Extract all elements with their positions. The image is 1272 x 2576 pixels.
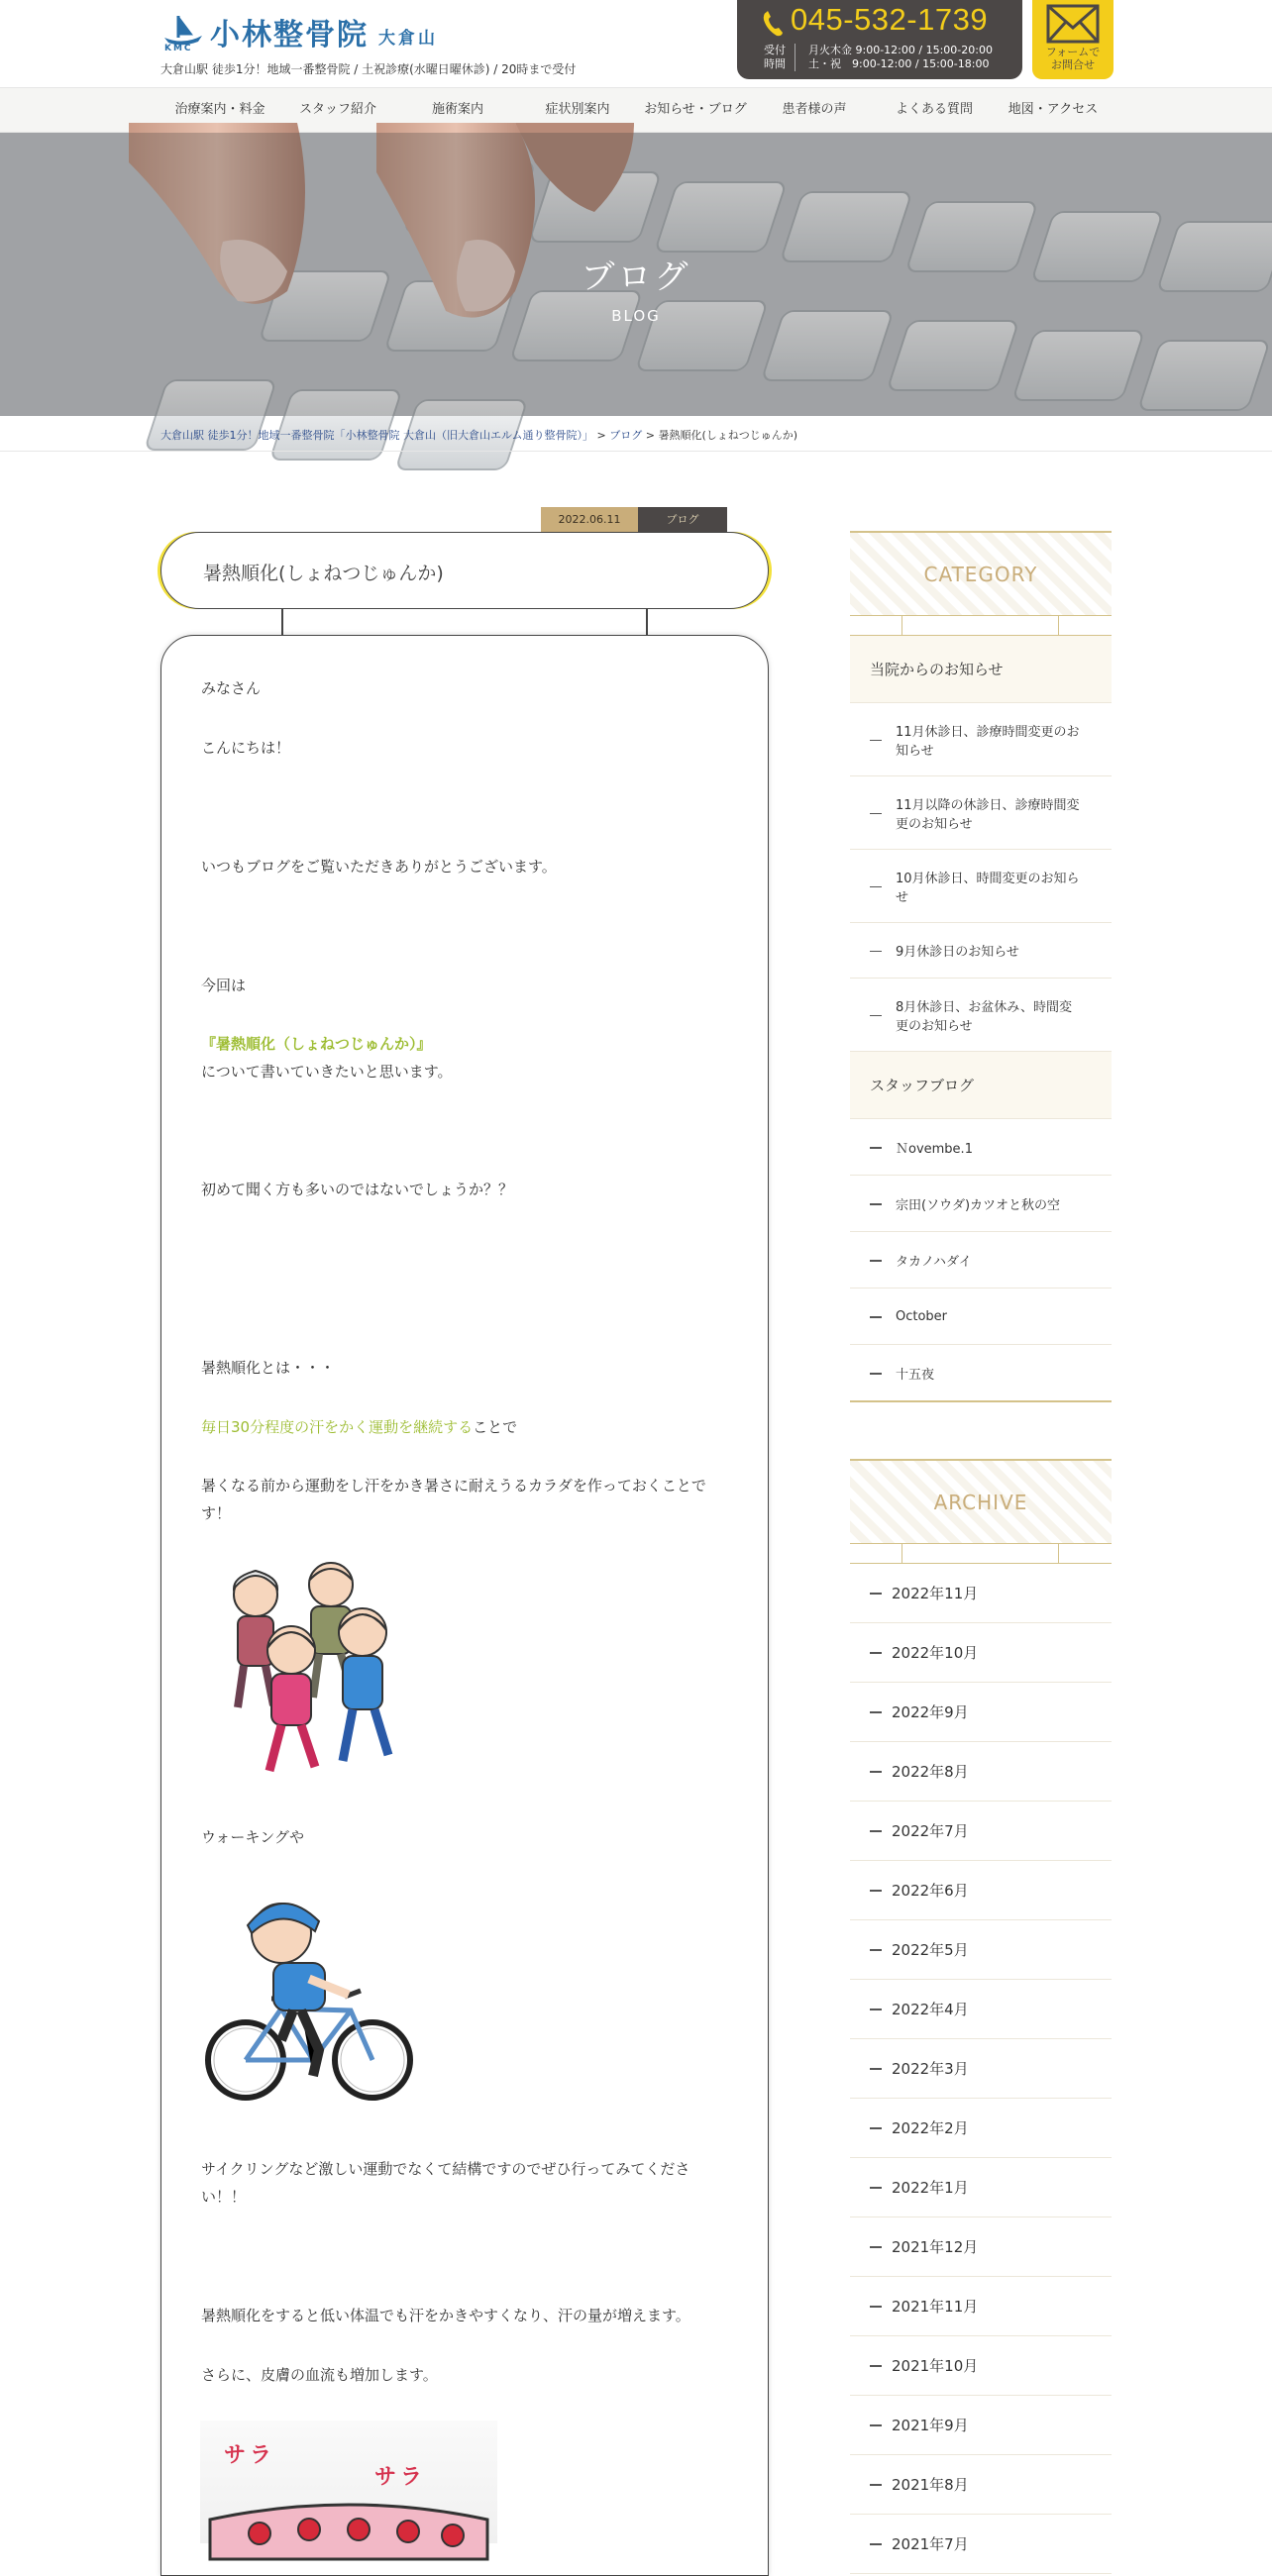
post-paragraph <box>201 1413 726 1441</box>
post-title: 暑熱順化(しょねつじゅんか) <box>203 563 444 584</box>
highlight-text: 『暑熱順化（しょねつじゅんか）』 <box>201 1035 432 1053</box>
archive-widget <box>850 1459 1112 2553</box>
breadcrumb-blog[interactable]: ブログ <box>609 429 643 442</box>
archive-month-link[interactable]: 2022年2月 <box>850 2099 1112 2158</box>
archive-month-link[interactable]: 2021年11月 <box>850 2277 1112 2336</box>
title-connector <box>281 609 283 635</box>
nav-treatment-fees[interactable]: 治療案内・料金 <box>174 102 265 117</box>
category-post-link[interactable]: 十五夜 <box>850 1345 1112 1400</box>
post-paragraph: ウォーキングや <box>201 1828 304 1846</box>
logo-location: 大倉山 <box>378 29 438 49</box>
phone-box[interactable] <box>737 0 1022 79</box>
highlight-text: 毎日30分程度の汗をかく運動を継続する <box>201 1418 474 1436</box>
category-post-link[interactable]: October <box>850 1288 1112 1345</box>
post-text: について書いていきたいと思います。 <box>201 1063 453 1081</box>
category-post-link[interactable]: 11月休診日、診療時間変更のお知らせ <box>850 703 1112 776</box>
archive-month-link[interactable]: 2022年8月 <box>850 1742 1112 1802</box>
sara-label: サラ <box>224 2443 276 2468</box>
nav-testimonials[interactable]: 患者様の声 <box>782 102 847 117</box>
breadcrumb-home[interactable]: 大倉山駅 徒歩1分！地域一番整骨院「小林整骨院 大倉山（旧大倉山エルム通り整骨院）」 <box>160 429 594 442</box>
post-paragraph: 初めて聞く方も多いのではないでしょうか？？ <box>201 1181 514 1198</box>
post-paragraph: 暑熱順化とは・・・ <box>201 1359 336 1377</box>
archive-month-link[interactable]: 2022年7月 <box>850 1802 1112 1861</box>
archive-month-link[interactable]: 2021年9月 <box>850 2396 1112 2455</box>
category-post-link[interactable]: 8月休診日、お盆休み、時間変更のお知らせ <box>850 979 1112 1052</box>
contact-form-label: フォームで お問合せ <box>1045 46 1101 71</box>
post-paragraph: 暑くなる前から運動をし汗をかき暑さに耐えうるカラダを作っておくことです！ <box>201 1477 706 1522</box>
nav-news-blog[interactable]: お知らせ・ブログ <box>644 102 747 117</box>
breadcrumb <box>0 416 1272 452</box>
post-title-box <box>160 532 769 609</box>
archive-month-link[interactable]: 2022年1月 <box>850 2158 1112 2217</box>
hero-banner <box>0 133 1272 416</box>
nav-access[interactable]: 地図・アクセス <box>1007 102 1099 117</box>
sweat-skin-illustration <box>200 2421 497 2543</box>
cycling-illustration <box>202 1882 416 2115</box>
archive-month-link[interactable]: 2021年10月 <box>850 2336 1112 2396</box>
archive-month-link[interactable]: 2022年6月 <box>850 1861 1112 1920</box>
archive-month-link[interactable]: 2022年3月 <box>850 2039 1112 2099</box>
site-header <box>0 0 1272 87</box>
nav-staff[interactable]: スタッフ紹介 <box>298 102 376 117</box>
header-tagline: 大倉山駅 徒歩1分！地域一番整骨院 / 土祝診療(水曜日曜休診) / 20時まで受付 <box>160 62 577 76</box>
category-widget <box>850 531 1112 1402</box>
breadcrumb-separator: > <box>593 429 610 442</box>
post-paragraph: 暑熱順化をすると低い体温でも汗をかきやすくなり、汗の量が増えます。 <box>201 2307 690 2324</box>
phone-hours-label: 受付 時間 <box>764 44 786 70</box>
hero-subtitle: BLOG <box>611 307 661 325</box>
nav-procedures[interactable]: 施術案内 <box>431 102 483 117</box>
post-paragraph: いつもブログをご覧いただきありがとうございます。 <box>201 858 557 876</box>
contact-form-button[interactable] <box>1032 0 1113 79</box>
archive-month-link[interactable]: 2022年9月 <box>850 1683 1112 1742</box>
archive-month-link[interactable]: 2022年5月 <box>850 1920 1112 1980</box>
archive-title: ARCHIVE <box>850 1461 1112 1544</box>
post-text: ことで <box>473 1418 518 1436</box>
sara-label: サラ <box>374 2465 427 2490</box>
post-paragraph: みなさん <box>201 679 262 697</box>
category-post-link[interactable]: 宗田(ソウダ)カツオと秋の空 <box>850 1176 1112 1232</box>
category-post-link[interactable]: 11月以降の休診日、診療時間変更のお知らせ <box>850 776 1112 850</box>
category-group-staff-blog[interactable]: スタッフブログ <box>850 1052 1112 1119</box>
post-paragraph <box>201 1030 726 1085</box>
archive-month-link[interactable]: 2021年12月 <box>850 2217 1112 2277</box>
ship-logo-icon <box>160 12 206 55</box>
category-post-link[interactable]: Ｎovembe.1 <box>850 1119 1112 1176</box>
archive-tab-divider <box>850 1544 1112 1564</box>
post-date: 2022.06.11 <box>541 507 638 533</box>
phone-hours: 月火木金 9:00-12:00 / 15:00-20:00 土・祝 9:00-12:00 / 15:00-18:00 <box>808 44 993 70</box>
archive-month-link[interactable]: 2022年4月 <box>850 1980 1112 2039</box>
site-logo[interactable] <box>160 12 438 55</box>
post-category[interactable]: ブログ <box>638 507 727 533</box>
phone-icon <box>761 10 785 38</box>
phone-number[interactable]: 045-532-1739 <box>791 2 989 37</box>
logo-name: 小林整骨院 <box>210 18 369 52</box>
category-title: CATEGORY <box>850 533 1112 616</box>
archive-month-link[interactable]: 2021年7月 <box>850 2515 1112 2574</box>
category-post-link[interactable]: 10月休診日、時間変更のお知らせ <box>850 850 1112 923</box>
archive-month-link[interactable]: 2022年11月 <box>850 1564 1112 1623</box>
archive-month-link[interactable]: 2022年10月 <box>850 1623 1112 1683</box>
mail-icon <box>1046 4 1100 44</box>
post-paragraph: さらに、皮膚の血流も増加します。 <box>201 2366 438 2384</box>
archive-month-link[interactable]: 2021年8月 <box>850 2455 1112 2515</box>
walking-family-illustration <box>204 1559 412 1787</box>
category-group-news[interactable]: 当院からのお知らせ <box>850 636 1112 703</box>
post-paragraph: こんにちは！ <box>201 739 291 757</box>
post-paragraph: 今回は <box>201 977 247 994</box>
category-post-link[interactable]: タカノハダイ <box>850 1232 1112 1288</box>
category-post-link[interactable]: 9月休診日のお知らせ <box>850 923 1112 979</box>
nav-symptoms[interactable]: 症状別案内 <box>545 102 610 117</box>
breadcrumb-current: 暑熱順化(しょねつじゅんか) <box>658 429 798 442</box>
nav-faq[interactable]: よくある質問 <box>895 102 973 117</box>
hero-title: ブログ <box>581 258 691 297</box>
logo-mark-text: KMC <box>164 44 193 53</box>
post-paragraph: サイクリングなど激しい運動でなくて結構ですのでぜひ行ってみてください！！ <box>201 2160 690 2206</box>
breadcrumb-separator: > <box>642 429 659 442</box>
category-tab-divider <box>850 616 1112 636</box>
title-connector <box>646 609 648 635</box>
